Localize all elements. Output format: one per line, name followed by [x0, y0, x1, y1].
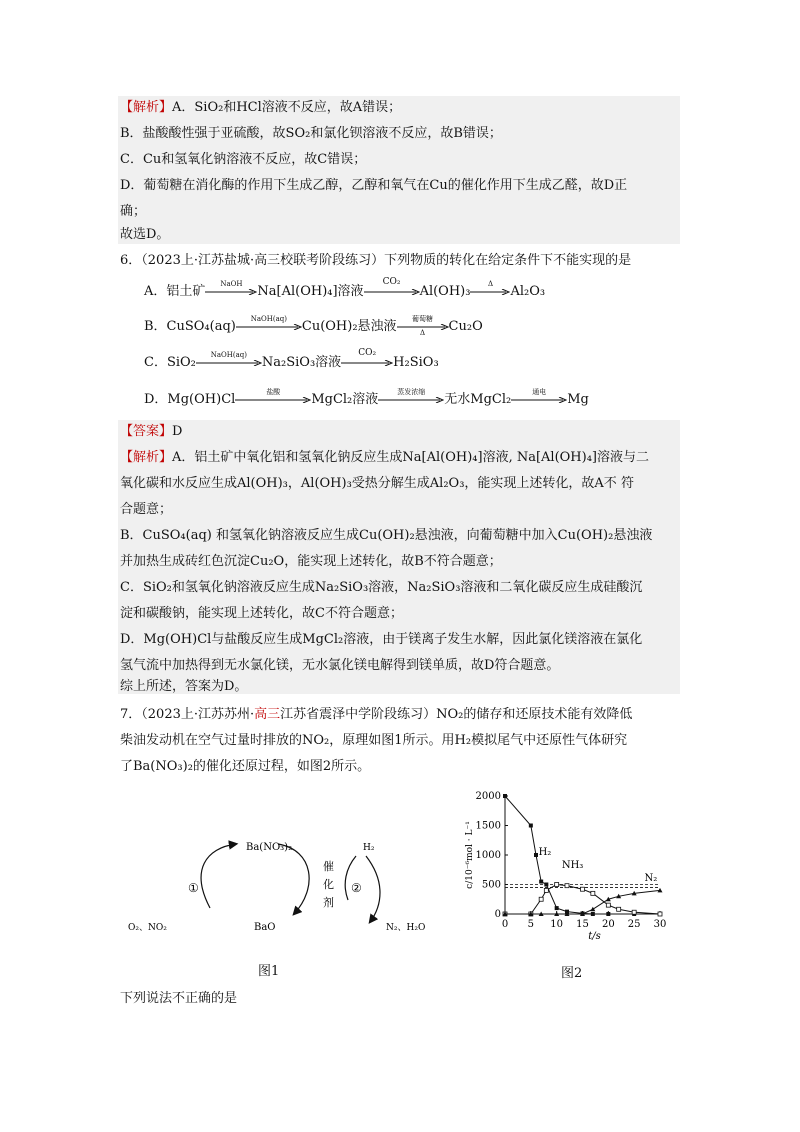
analysis-2-line-2: 氧化碳和水反应生成Al(OH)₃，Al(OH)₃受热分解生成Al₂O₃，能实现上述转化，故A不 符 — [120, 476, 634, 491]
data-point — [617, 907, 621, 911]
reaction-arrow: 葡萄糖 Δ — [397, 324, 449, 330]
x-tick-label: 0 — [501, 919, 509, 930]
analysis-2-line-5: 并加热生成砖红色沉淀Cu₂O，能实现上述转化，故B不符合题意； — [120, 554, 502, 569]
series-label: H₂ — [538, 847, 552, 858]
reaction-arrow: Δ — [470, 289, 510, 295]
reaction-arrow: 通电 — [511, 397, 567, 403]
analysis-1-line-4: D．葡萄糖在消化酶的作用下生成乙醇，乙醇和氧气在Cu的催化作用下生成乙醛，故D正 — [120, 178, 628, 193]
x-tick-label: 25 — [627, 919, 641, 930]
analysis-block-1-bg — [118, 96, 680, 244]
reaction-arrow: NaOH(aq) — [236, 324, 302, 330]
question-7-line-2: 柴油发动机在空气过量时排放的NO₂，原理如图1所示。用H₂模拟尾气中还原性气体研究 — [120, 733, 628, 748]
y-tick-label: 0 — [494, 909, 501, 920]
x-tick-label: 15 — [576, 919, 589, 930]
fig1-top-label: Ba(NO₃)₂ — [246, 842, 293, 853]
data-point — [534, 853, 538, 857]
reaction-arrow: 盐酸 — [235, 397, 311, 403]
figure-1-cycle-diagram — [118, 830, 448, 950]
series-label: NH₃ — [561, 859, 584, 871]
data-point — [503, 794, 507, 798]
data-point — [632, 910, 636, 914]
x-tick-label: 10 — [550, 919, 564, 930]
data-point — [544, 888, 548, 892]
fig1-right-input: H₂ — [363, 843, 375, 853]
x-tick-label: 20 — [601, 919, 615, 930]
cycle-arc-h2 — [366, 856, 380, 922]
data-point — [590, 907, 595, 912]
reaction-arrow: NaOH(aq) — [196, 360, 262, 366]
data-point — [581, 887, 585, 891]
data-point — [555, 906, 559, 910]
analysis-2-line-7: 淀和碳酸钠，能实现上述转化，故C不符合题意； — [120, 606, 403, 621]
analysis-2-line-1: 【解析】A．铝土矿中氧化铝和氢氧化钠反应生成Na[Al(OH)₄]溶液, Na[Al(OH)₄]溶液与二 — [120, 450, 649, 465]
fig1-left-input: O₂、NO₂ — [128, 923, 167, 933]
analysis-2-line-3: 合题意； — [120, 502, 173, 517]
data-point — [544, 883, 548, 887]
data-point — [539, 897, 543, 901]
fig1-catalyst-2: 化 — [323, 878, 334, 891]
series-label: N₂ — [644, 872, 658, 884]
figure-1-label: 图1 — [258, 964, 280, 979]
x-tick-label: 5 — [527, 919, 535, 930]
data-point — [529, 824, 533, 828]
data-point — [555, 883, 559, 887]
reaction-arrow: NaOH — [205, 289, 257, 295]
data-point — [658, 912, 662, 916]
x-axis-label: t/s — [588, 931, 601, 942]
analysis-2-line-6: C．SiO₂和氢氧化钠溶液反应生成Na₂SiO₃溶液，Na₂SiO₃溶液和二氧化碳反应生成硅酸沉 — [120, 580, 643, 595]
cycle-arc-left — [201, 844, 236, 908]
figure-2-chart — [460, 786, 680, 964]
option-d: D．Mg(OH)Cl 盐酸 MgCl₂溶液 蒸发浓缩 无水MgCl₂ 通电 Mg — [144, 387, 589, 407]
question-7-line-1: 7．（2023上·江苏苏州·高三江苏省震泽中学阶段练习）NO₂的储存和还原技术能有效降低 — [120, 707, 633, 722]
analysis-2-line-4: B．CuSO₄(aq) 和氢氧化钠溶液反应生成Cu(OH)₂悬浊液，向葡萄糖中加入Cu(OH)₂悬浊液 — [120, 528, 653, 543]
fig1-step-2: ② — [351, 881, 362, 895]
reaction-arrow: CO₂ — [341, 360, 393, 366]
analysis-1-line-5: 确； — [120, 204, 147, 219]
analysis-2-line-9: 氢气流中加热得到无水氯化镁，无水氯化镁电解得到镁单质，故D符合题意。 — [120, 658, 560, 673]
option-a: A．铝土矿 NaOH Na[Al(OH)₄]溶液 CO₂ Al(OH)₃ Δ Al₂O₃ — [144, 276, 546, 299]
y-tick-label: 2000 — [475, 791, 501, 802]
analysis-2-line-10: 综上所述，答案为D。 — [120, 679, 248, 694]
question-7-line-3: 了Ba(NO₃)₂的催化还原过程，如图2所示。 — [120, 759, 371, 774]
x-tick-label: 30 — [653, 919, 667, 930]
answer-line: 【答案】D — [120, 424, 183, 439]
series-line — [505, 890, 660, 914]
fig1-right-output: N₂、H₂O — [386, 923, 426, 933]
analysis-1-line-3: C．Cu和氢氧化钠溶液不反应，故C错误； — [120, 152, 367, 167]
series-line — [505, 796, 634, 914]
analysis-2-line-8: D．Mg(OH)Cl与盐酸反应生成MgCl₂溶液，由于镁离子发生水解，因此氯化镁溶液在氯化 — [120, 632, 643, 647]
reaction-arrow: 蒸发浓缩 — [378, 397, 444, 403]
option-c: C．SiO₂ NaOH(aq) Na₂SiO₃溶液 CO₂ H₂SiO₃ — [144, 347, 439, 370]
data-point — [591, 891, 595, 895]
analysis-1-line-1: 【解析】A．SiO₂和HCl溶液不反应，故A错误； — [120, 100, 402, 115]
analysis-1-line-6: 故选D。 — [120, 227, 170, 242]
reaction-arrow: CO₂ — [364, 289, 420, 295]
y-tick-label: 1000 — [475, 850, 501, 861]
cycle-arc-right — [278, 844, 309, 914]
data-point — [591, 912, 595, 916]
data-point — [565, 884, 569, 888]
analysis-tag: 【解析】 — [120, 100, 173, 115]
figure-2-label: 图2 — [561, 966, 583, 981]
question-7-prompt: 下列说法不正确的是 — [120, 991, 238, 1006]
analysis-1-line-2: B．盐酸酸性强于亚硫酸，故SO₂和氯化钡溶液不反应，故B错误； — [120, 126, 502, 141]
data-point — [606, 912, 610, 916]
y-axis-label: c/10⁻⁶mol · L⁻¹ — [465, 821, 475, 889]
option-b: B．CuSO₄(aq) NaOH(aq) Cu(OH)₂悬浊液 葡萄糖 Δ Cu₂O — [144, 314, 483, 337]
fig1-step-1: ① — [188, 881, 199, 895]
fig1-catalyst-3: 剂 — [323, 896, 334, 909]
fig1-bottom-label: BaO — [254, 922, 276, 933]
y-tick-label: 1500 — [475, 820, 501, 832]
fig1-catalyst-1: 催 — [323, 860, 334, 873]
data-point — [539, 880, 543, 884]
question-6-stem: 6．（2023上·江苏盐城·高三校联考阶段练习）下列物质的转化在给定条件下不能实现的是 — [120, 253, 632, 268]
y-tick-label: 500 — [481, 879, 501, 891]
data-point — [606, 903, 610, 907]
